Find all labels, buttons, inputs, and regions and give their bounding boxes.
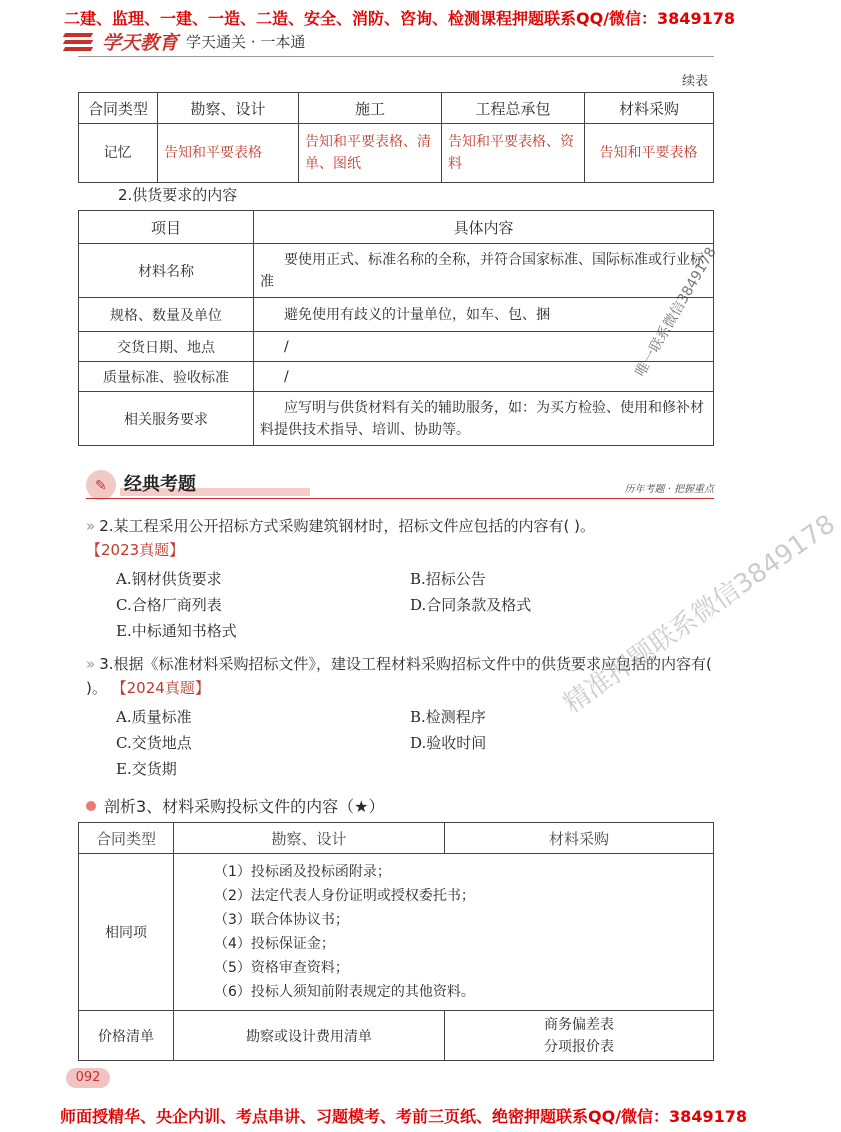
- list-item: （6）投标人须知前附表规定的其他资料。: [214, 984, 475, 1000]
- section-note: 历年考题 · 把握重点: [624, 484, 714, 495]
- table-header: 项目: [79, 211, 254, 244]
- table-row: [79, 124, 714, 183]
- watermark: 精准押题联系微信3849178: [558, 509, 841, 720]
- table-content: 避免使用有歧义的计量单位，如车、包、捆: [254, 298, 714, 332]
- table-cell: 告知和平要表格、清单、图纸: [299, 124, 442, 183]
- table-cell: [445, 1011, 714, 1061]
- table-header: 合同类型: [79, 823, 174, 854]
- exam-year-tag: 【2023真题】: [86, 541, 185, 559]
- option: B.招标公告: [410, 570, 486, 588]
- list-item: （2）法定代表人身份证明或授权委托书；: [214, 888, 475, 904]
- table-row: [79, 362, 714, 392]
- list-item: （4）投标保证金；: [214, 936, 335, 952]
- table-content: /: [254, 362, 714, 392]
- table-cell: 告知和平要表格: [585, 124, 714, 183]
- header-divider: [78, 56, 714, 57]
- price-item: 商务偏差表: [544, 1016, 614, 1033]
- table-header: 材料采购: [585, 93, 714, 124]
- option: D.合同条款及格式: [410, 596, 532, 614]
- contract-type-table: [78, 92, 714, 183]
- row-label: 价格清单: [79, 1011, 174, 1061]
- table-header: 施工: [299, 93, 442, 124]
- watermark: 唯一联系微信3849178: [632, 244, 720, 380]
- table-content: 要使用正式、标准名称的全称，并符合国家标准、国际标准或行业标准: [254, 244, 714, 298]
- table-row: [79, 332, 714, 362]
- continued-label: 续表: [681, 74, 708, 89]
- section-title: 2.供货要求的内容: [118, 186, 238, 204]
- option: C.交货地点: [116, 734, 192, 752]
- list-item: （1）投标函及投标函附录；: [214, 864, 391, 880]
- row-label: 记忆: [79, 124, 158, 183]
- chevron-right-icon: »: [86, 655, 96, 673]
- list-item: （5）资格审查资料；: [214, 960, 349, 976]
- table-content: /: [254, 332, 714, 362]
- option: C.合格厂商列表: [116, 596, 222, 614]
- bid-document-table: [78, 822, 714, 1061]
- table-cell: 告知和平要表格: [158, 124, 299, 183]
- row-label: 相同项: [79, 854, 174, 1011]
- same-items-list: [174, 854, 714, 1011]
- table-item: 相关服务要求: [79, 392, 254, 446]
- question-text: 3.根据《标准材料采购招标文件》，建设工程材料采购招标文件中的供货要求应包括的内容有( )。: [86, 655, 712, 697]
- page-number: 092: [66, 1068, 110, 1088]
- option: E.交货期: [116, 760, 177, 778]
- table-cell: 告知和平要表格、资料: [442, 124, 585, 183]
- table-item: 交货日期、地点: [79, 332, 254, 362]
- question-2: [86, 514, 716, 562]
- option: B.检测程序: [410, 708, 486, 726]
- analysis-title: 剖析3、材料采购投标文件的内容（★）: [104, 797, 385, 816]
- table-content: 应写明与供货材料有关的辅助服务，如：为买方检验、使用和修补材料提供技术指导、培训、协助等。: [254, 392, 714, 446]
- brand: [64, 28, 305, 55]
- price-item: 分项报价表: [544, 1038, 614, 1055]
- table-row: [79, 854, 714, 1011]
- table-row: [79, 298, 714, 332]
- table-row: [79, 244, 714, 298]
- section-divider: [86, 498, 714, 499]
- table-header: 合同类型: [79, 93, 158, 124]
- section-title: 经典考题: [124, 474, 196, 495]
- option: E.中标通知书格式: [116, 622, 237, 640]
- exam-icon: ✎: [86, 470, 116, 500]
- top-banner: 二建、监理、一建、一造、二造、安全、消防、咨询、检测课程押题联系QQ/微信：3849178: [64, 9, 735, 28]
- analysis-heading: [86, 794, 385, 817]
- bottom-banner: 师面授精华、央企内训、考点串讲、习题模考、考前三页纸、绝密押题联系QQ/微信：3849178: [60, 1107, 747, 1126]
- classic-questions-header: [86, 470, 714, 496]
- supply-requirements-table: [78, 210, 714, 446]
- option: D.验收时间: [410, 734, 487, 752]
- logo-icon: [64, 33, 94, 51]
- table-header: 材料采购: [445, 823, 714, 854]
- table-item: 规格、数量及单位: [79, 298, 254, 332]
- table-header: 工程总承包: [442, 93, 585, 124]
- bullet-icon: [86, 801, 96, 811]
- question-text: 2.某工程采用公开招标方式采购建筑钢材时，招标文件应包括的内容有( )。: [99, 517, 595, 535]
- option: A.质量标准: [116, 708, 192, 726]
- table-row: [79, 392, 714, 446]
- table-cell: 勘察或设计费用清单: [174, 1011, 445, 1061]
- chevron-right-icon: »: [86, 517, 96, 535]
- table-item: 材料名称: [79, 244, 254, 298]
- list-item: （3）联合体协议书；: [214, 912, 349, 928]
- table-header: 勘察、设计: [158, 93, 299, 124]
- table-row: [79, 1011, 714, 1061]
- table-header: 勘察、设计: [174, 823, 445, 854]
- option: A.钢材供货要求: [116, 570, 222, 588]
- brand-slogan: 学天通关 · 一本通: [186, 33, 306, 51]
- exam-year-tag: 【2024真题】: [111, 679, 210, 697]
- table-header: 具体内容: [254, 211, 714, 244]
- table-item: 质量标准、验收标准: [79, 362, 254, 392]
- brand-name: 学天教育: [102, 32, 179, 54]
